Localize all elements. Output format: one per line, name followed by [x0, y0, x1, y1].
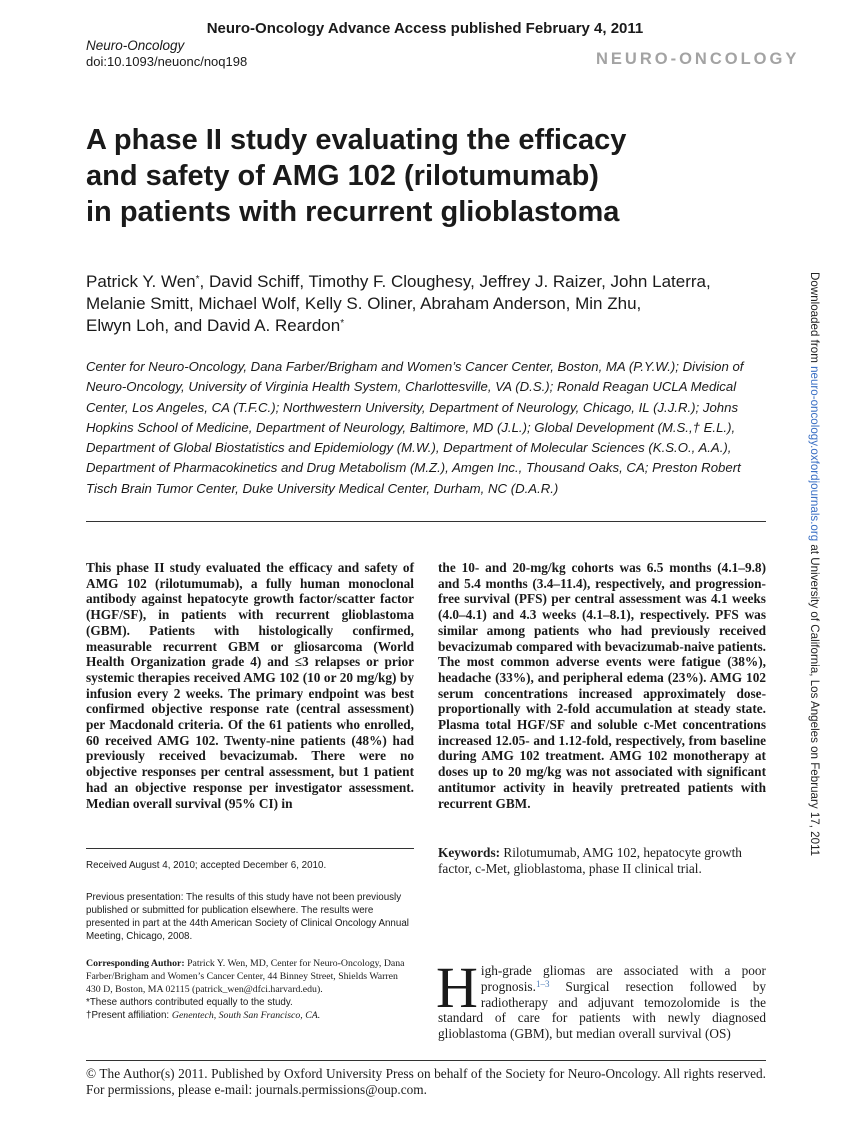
article-title	[86, 122, 746, 230]
author-line	[86, 315, 766, 337]
drop-cap: H	[436, 955, 478, 1020]
title-line: A phase II study evaluating the efficacy	[86, 124, 627, 156]
affiliation-line: Hopkins School of Medicine, Department of Neurology, Baltimore, MD (J.L.); Global Development (M.S.,† E.L.),	[86, 419, 736, 435]
present-affiliation-value: Genentech, South San Francisco, CA.	[171, 1010, 321, 1021]
keywords-label: Keywords:	[438, 845, 501, 860]
corresponding-author-label: Corresponding Author:	[86, 958, 185, 969]
reference-link[interactable]: 1–3	[535, 978, 550, 989]
affiliations	[86, 357, 771, 499]
intro-text: igh-grade gliomas are associated with a poor prognosis.	[480, 963, 766, 994]
footnote-divider	[86, 848, 414, 849]
author-list	[86, 271, 766, 337]
equal-contribution-note: *These authors contributed equally to the study.	[86, 997, 293, 1008]
author-line: Melanie Smitt, Michael Wolf, Kelly S. Oliner, Abraham Anderson, Min Zhu,	[86, 294, 642, 313]
corresponding-author-text	[86, 957, 414, 996]
author-names: Elwyn Loh, and David A. Reardon	[86, 316, 341, 335]
copyright-notice: © The Author(s) 2011. Published by Oxford University Press on behalf of the Society for Neuro-Oncology. All rights reserved. For permissions, please e-mail: journals.permissions@oup.com.	[86, 1066, 766, 1097]
keywords-text: Rilotumumab, AMG 102, hepatocyte growth factor, c-Met, glioblastoma, phase II clinical trial.	[438, 845, 742, 876]
journal-site-link[interactable]: neuro-oncology.oxfordjournals.org	[808, 366, 821, 542]
affiliation-line: Neuro-Oncology, University of Virginia Health System, Charlottesville, VA (D.S.); Ronald Reagan UCLA Medical	[86, 379, 737, 395]
present-affiliation-label: †Present affiliation:	[86, 1010, 172, 1021]
intro-paragraph	[436, 955, 766, 1042]
equal-contribution-mark: *	[195, 274, 200, 285]
download-suffix: at University of California, Los Angeles on February 17, 2011	[808, 541, 821, 857]
intro-text: Surgical resection followed by radiotherapy and adjuvant temozolomide is the standard of care for patients with newly diagnosed glioblastoma (GBM), but median overall survival (OS)	[438, 978, 766, 1042]
corresponding-author-details: Patrick Y. Wen, MD, Center for Neuro-Oncology, Dana Farber/Brigham and Women’s Cancer Center, 44 Binney Street, Shields Warren 430 D, Boston, MA 02115 (patrick_wen@dfci.harvard.edu).	[86, 958, 405, 995]
download-watermark	[808, 272, 826, 857]
divider	[86, 521, 766, 522]
affiliation-line: Center for Neuro-Oncology, Dana Farber/Brigham and Women’s Cancer Center, Boston, MA (P.Y.W.); Division of	[86, 359, 744, 374]
download-notice	[808, 272, 821, 856]
journal-name: Neuro-Oncology	[86, 38, 185, 53]
download-prefix: Downloaded from	[808, 272, 821, 367]
title-line: in patients with recurrent glioblastoma	[86, 196, 620, 228]
abstract-left-column: This phase II study evaluated the efficacy and safety of AMG 102 (rilotumumab), a fully human monoclonal antibody against hepatocyte growth factor/scatter factor (HGF/SF), in patients with recurrent glioblastoma (GBM). Patients with histologically confirmed, measurable recurrent GBM or gliosarcoma (World Health Organization grade 4) and ≤3 relapses or prior systemic therapies received AMG 102 (10 or 20 mg/kg) by infusion every 2 weeks. The primary endpoint was best confirmed objective response rate (central assessment) per Macdonald criteria. Of the 61 patients who enrolled, 60 received AMG 102. Twenty-nine patients (48%) had previously received bevacizumab. There were no objective responses per central assessment, but 1 patient had an objective response per investigator assessment. Median overall survival (95% CI) in	[86, 560, 414, 811]
title-line: and safety of AMG 102 (rilotumumab)	[86, 160, 599, 192]
affiliation-line: Department of Pharmacokinetics and Drug Metabolism (M.Z.), Amgen Inc., Thousand Oaks, CA; Preston Robert	[86, 460, 741, 476]
affiliation-line: Tisch Brain Tumor Center, Duke University Medical Center, Durham, NC (D.A.R.)	[86, 480, 559, 496]
author-name: Patrick Y. Wen	[86, 272, 196, 291]
journal-logo: NEURO-ONCOLOGY	[596, 50, 800, 68]
affiliation-line: Center, Los Angeles, CA (T.F.C.); Northwestern University, Department of Neurology, Chicago, IL (J.J.R.); Johns	[86, 399, 739, 415]
advance-access-banner: Neuro-Oncology Advance Access published February 4, 2011	[206, 20, 644, 37]
affiliation-line: Department of Global Biostatistics and Epidemiology (M.W.), Department of Molecular Sciences (K.S.O., A.A.),	[86, 440, 732, 456]
abstract-right-column: the 10- and 20-mg/kg cohorts was 6.5 months (4.1–9.8) and 5.4 months (3.4–11.4), respectively, and progression-free survival (PFS) per central assessment was 4.1 weeks (4.0–4.1) and 4.3 weeks (4.1–8.1), respectively. PFS was similar among patients who had previously received bevacizumab compared with bevacizumab-naive patients. The most common adverse events were fatigue (38%), headache (33%), and peripheral edema (23%). AMG 102 serum concentrations increased approximately dose-proportionally with 2-fold accumulation at steady state. Plasma total HGF/SF and soluble c-Met concentrations increased 12.05- and 1.12-fold, respectively, from baseline during AMG 102 treatment. AMG 102 monotherapy at doses up to 20 mg/kg was not associated with significant antitumor activity in heavily pretreated patients with recurrent GBM.	[438, 560, 766, 811]
present-affiliation-note	[86, 1009, 414, 1022]
received-dates: Received August 4, 2010; accepted December 6, 2010.	[86, 860, 327, 871]
corresponding-author	[86, 957, 414, 1022]
previous-presentation: Previous presentation: The results of this study have not been previously published or submitted for publication elsewhere. The results were presented in part at the 44th American Society of Clinical Oncology Annual Meeting, Chicago, 2008.	[86, 892, 409, 942]
author-line	[86, 271, 766, 293]
keywords	[438, 845, 748, 876]
doi: doi:10.1093/neuonc/noq198	[86, 54, 248, 69]
equal-contribution-mark: *	[340, 318, 345, 329]
divider	[86, 1060, 766, 1061]
author-names: , David Schiff, Timothy F. Cloughesy, Jeffrey J. Raizer, John Laterra,	[199, 272, 711, 291]
